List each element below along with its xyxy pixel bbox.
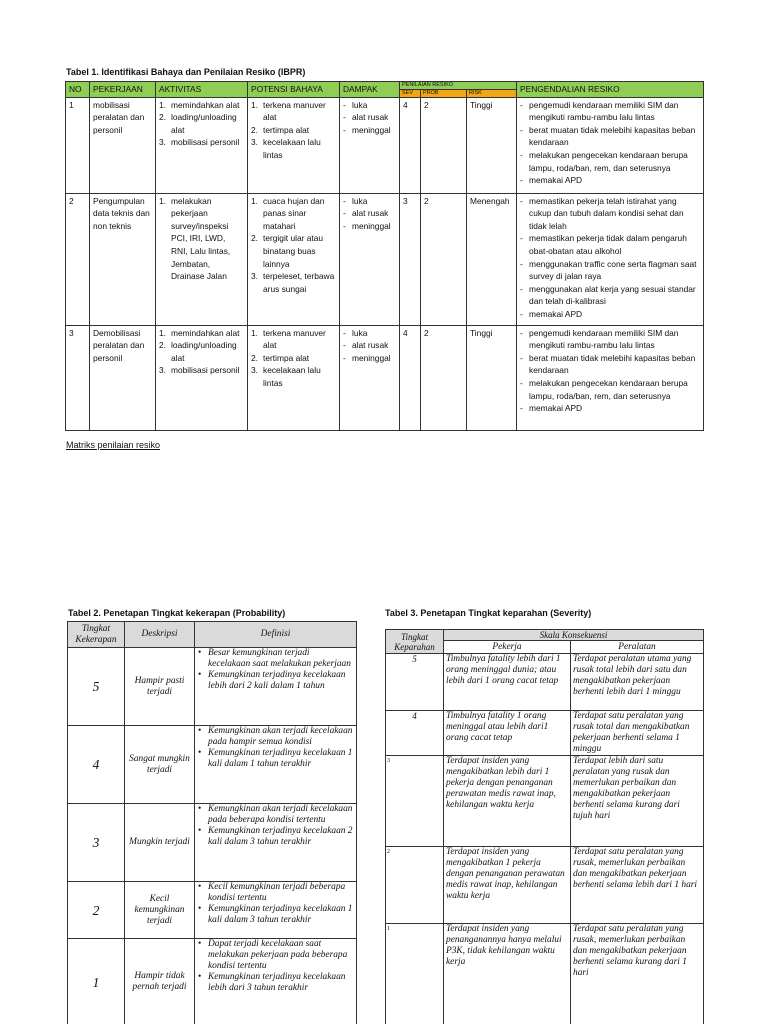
item-text: Dapat terjadi kecelakaan saat melakukan pekerjaan pada beberapa kondisi tertentu	[208, 939, 348, 971]
severity-level: 1	[386, 924, 444, 1024]
row-aktivitas	[156, 325, 248, 430]
severity-table	[385, 629, 704, 1024]
list-item	[197, 648, 354, 670]
list-item	[197, 826, 354, 848]
header-aktivitas: AKTIVITAS	[156, 82, 248, 98]
header-no: NO	[66, 82, 90, 98]
item-text: berat muatan tidak melebihi kapasitas beban kendaraan	[529, 352, 696, 376]
severity-row	[386, 711, 704, 756]
item-number: 3.	[159, 365, 166, 376]
item-text: melakukan pekerjaan survey/inspeksi PCI, IRI, LWD, RNI, Lalu lintas, Jembatan, Drainase Jalan	[171, 195, 231, 282]
dash-marker: -	[520, 99, 523, 110]
dash-marker: -	[520, 195, 523, 206]
item-text: luka	[352, 99, 368, 110]
list-item	[520, 174, 700, 187]
row-pekerjaan: Pengumpulan data teknis dan non teknis	[90, 193, 156, 325]
row-sev: 3	[400, 193, 421, 325]
row-potensi-bahaya-list	[251, 327, 336, 390]
item-text: memakai APD	[529, 175, 583, 186]
severity-level: 5	[386, 654, 444, 711]
list-item	[343, 352, 396, 365]
item-text: mobilisasi personil	[171, 137, 240, 148]
definition-list	[197, 648, 354, 692]
dash-marker: -	[520, 327, 523, 338]
header-risk: RISK	[467, 90, 517, 97]
dash-marker: -	[520, 233, 523, 244]
item-text: mobilisasi personil	[171, 365, 240, 376]
item-text: alat rusak	[352, 208, 389, 219]
list-item	[197, 726, 354, 748]
probability-description: Sangat mungkin terjadi	[125, 726, 195, 804]
list-item	[251, 99, 336, 124]
dash-marker: -	[520, 175, 523, 186]
probability-row	[68, 939, 357, 1024]
dash-marker: -	[520, 258, 523, 269]
list-item	[251, 327, 336, 352]
row-aktivitas-list	[159, 195, 244, 283]
item-text: kecelakaan lalu lintas	[263, 365, 321, 388]
list-item	[251, 352, 336, 365]
item-text: Kemungkinan terjadinya kecelakaan lebih dari 2 kali dalam 1 tahun	[208, 670, 346, 691]
bullet-marker: •	[198, 904, 202, 914]
bullet-marker: •	[198, 804, 202, 814]
bullet-marker: •	[198, 726, 202, 736]
list-item	[520, 352, 700, 377]
header-tingkat-kekerapan: Tingkat Kekerapan	[68, 622, 125, 648]
row-pekerjaan: mobilisasi peralatan dan personil	[90, 97, 156, 193]
table2-caption: Tabel 2. Penetapan Tingkat kekerapan (Probability)	[68, 608, 286, 618]
severity-row	[386, 756, 704, 847]
item-number: 3.	[251, 365, 258, 376]
item-number: 1.	[251, 195, 258, 206]
header-peralatan: Peralatan	[571, 641, 704, 654]
row-dampak	[340, 97, 400, 193]
row-no: 3	[66, 325, 90, 430]
item-number: 3.	[251, 271, 258, 282]
row-aktivitas-list	[159, 99, 244, 149]
bullet-marker: •	[198, 939, 202, 949]
matrix-note: Matriks penilaian resiko	[66, 440, 161, 450]
item-text: menggunakan traffic cone serta flagman saat survey di jalan raya	[529, 258, 697, 282]
list-item	[251, 270, 336, 295]
dash-marker: -	[520, 308, 523, 319]
item-text: tertimpa alat	[263, 124, 310, 135]
header-pengendalian: PENGENDALIAN RESIKO	[517, 82, 704, 98]
severity-peralatan: Terdapat lebih dari satu peralatan yang rusak dan memerlukan perbaikan dan mengakibatkan pekerjaan berhenti selama kurang dari tujuh hari	[571, 756, 704, 847]
definition-list	[197, 882, 354, 926]
severity-pekerja: Timbulnya fatality lebih dari 1 orang meninggal dunia; atau lebih dari 1 orang cacat tetap	[444, 654, 571, 711]
item-text: Kecil kemungkinan terjadi beberapa kondisi tertentu	[208, 882, 346, 903]
dash-marker: -	[520, 403, 523, 414]
row-pengendalian	[517, 193, 704, 325]
list-item	[251, 124, 336, 137]
probability-description: Hampir tidak pernah terjadi	[125, 939, 195, 1024]
item-text: Kemungkinan akan terjadi kecelakaan pada hampir semua kondisi	[208, 726, 353, 747]
dash-marker: -	[343, 112, 346, 123]
item-text: memindahkan alat	[171, 99, 240, 110]
row-aktivitas	[156, 97, 248, 193]
row-risk: Tinggi	[467, 325, 517, 430]
list-item	[520, 232, 700, 257]
row-potensi-bahaya	[248, 325, 340, 430]
bullet-marker: •	[198, 882, 202, 892]
severity-peralatan: Terdapat satu peralatan yang rusak total dan mengakibatkan pekerjaan berhenti selama 1 minggu	[571, 711, 704, 756]
list-item	[520, 149, 700, 174]
probability-definition	[195, 882, 357, 939]
row-risk: Tinggi	[467, 97, 517, 193]
bullet-marker: •	[198, 648, 202, 658]
row-dampak-list	[343, 99, 396, 137]
item-text: Kemungkinan akan terjadi kecelakaan pada beberapa kondisi tertentu	[208, 804, 353, 825]
item-number: 1.	[251, 99, 258, 110]
item-text: meninggal	[352, 124, 391, 135]
row-pengendalian	[517, 325, 704, 430]
list-item	[520, 402, 700, 415]
severity-level: 3	[386, 756, 444, 847]
header-definisi: Definisi	[195, 622, 357, 648]
probability-row	[68, 726, 357, 804]
probability-row	[68, 804, 357, 882]
list-item	[251, 364, 336, 389]
list-item	[520, 258, 700, 283]
list-item	[197, 972, 354, 994]
list-item	[520, 283, 700, 308]
item-text: meninggal	[352, 352, 391, 363]
row-dampak	[340, 193, 400, 325]
item-text: memastikan pekerja telah istirahat yang cukup dan tubuh dalam kondisi sehat dan tidak lelah	[529, 195, 684, 231]
dash-marker: -	[520, 149, 523, 160]
severity-level: 2	[386, 847, 444, 924]
item-text: memastikan pekerja tidak dalam pengaruh obat-obatan atau alkohol	[529, 233, 687, 256]
list-item	[159, 99, 244, 112]
row-dampak	[340, 325, 400, 430]
dash-marker: -	[343, 327, 346, 338]
probability-level: 2	[68, 882, 125, 939]
row-pengendalian	[517, 97, 704, 193]
list-item	[343, 339, 396, 352]
table3-caption: Tabel 3. Penetapan Tingkat keparahan (Severity)	[385, 608, 592, 618]
probability-level: 5	[68, 648, 125, 726]
dash-marker: -	[520, 124, 523, 135]
item-text: memakai APD	[529, 403, 583, 414]
dash-marker: -	[343, 340, 346, 351]
severity-pekerja: Terdapat insiden yang mengakibatkan lebih dari 1 pekerja dengan penanganan perawatan medis rawat inap, kehilangan waktu kerja	[444, 756, 571, 847]
severity-peralatan: Terdapat satu peralatan yang rusak, memerlukan perbaikan dan mengakibatkan pekerjaan berhenti selama lebih dari 1 hari	[571, 847, 704, 924]
item-text: Kemungkinan terjadinya kecelakaan 1 kali dalam 1 tahun terakhir	[208, 748, 353, 769]
dash-marker: -	[343, 124, 346, 135]
ibpr-table	[65, 81, 704, 431]
row-no: 2	[66, 193, 90, 325]
bullet-marker: •	[198, 826, 202, 836]
list-item	[520, 195, 700, 233]
dash-marker: -	[343, 220, 346, 231]
item-text: kecelakaan lalu lintas	[263, 137, 321, 160]
row-prob: 2	[421, 193, 467, 325]
dash-marker: -	[343, 99, 346, 110]
row-dampak-list	[343, 327, 396, 365]
header-prob: PROB	[421, 90, 467, 97]
ibpr-row	[66, 193, 704, 325]
row-dampak-list	[343, 195, 396, 233]
severity-peralatan: Terdapat satu peralatan yang rusak, memerlukan perbaikan dan mengakibatkan pekerjaan berhenti selama kurang dari 1 hari	[571, 924, 704, 1024]
list-item	[197, 904, 354, 926]
header-penilaian-resiko: PENILAIAN RESIKO	[400, 82, 517, 90]
item-text: menggunakan alat kerja yang sesuai standar dan telah di-kalibrasi	[529, 283, 696, 307]
list-item	[343, 124, 396, 137]
item-text: melakukan pengecekan kendaraan berupa lampu, roda/ban, rem, dan seterusnya	[529, 377, 688, 401]
list-item	[197, 670, 354, 692]
item-number: 1.	[159, 327, 166, 338]
row-aktivitas-list	[159, 327, 244, 377]
list-item	[343, 207, 396, 220]
list-item	[343, 327, 396, 340]
probability-table	[67, 621, 357, 1024]
item-text: terkena manuver alat	[263, 327, 326, 351]
list-item	[197, 748, 354, 770]
item-number: 2.	[251, 124, 258, 135]
bullet-marker: •	[198, 748, 202, 758]
probability-level: 4	[68, 726, 125, 804]
definition-list	[197, 726, 354, 770]
probability-level: 3	[68, 804, 125, 882]
item-text: luka	[352, 327, 368, 338]
row-prob: 2	[421, 97, 467, 193]
table1-caption: Tabel 1. Identifikasi Bahaya dan Penilaian Resiko (IBPR)	[66, 67, 306, 77]
item-text: terkena manuver alat	[263, 99, 326, 123]
item-number: 1.	[159, 99, 166, 110]
row-prob: 2	[421, 325, 467, 430]
probability-row	[68, 648, 357, 726]
item-text: loading/unloading alat	[171, 340, 237, 363]
item-number: 2.	[251, 352, 258, 363]
list-item	[343, 99, 396, 112]
item-text: tertimpa alat	[263, 352, 310, 363]
dash-marker: -	[520, 352, 523, 363]
item-text: Besar kemungkinan terjadi kecelakaan saat melakukan pekerjaan	[208, 648, 351, 669]
header-pekerjaan: PEKERJAAN	[90, 82, 156, 98]
list-item	[343, 220, 396, 233]
item-text: melakukan pengecekan kendaraan berupa lampu, roda/ban, rem, dan seterusnya	[529, 149, 688, 173]
list-item	[520, 124, 700, 149]
item-text: Kemungkinan terjadinya kecelakaan lebih dari 3 tahun terakhir	[208, 972, 346, 993]
row-pengendalian-list	[520, 327, 700, 415]
dash-marker: -	[343, 208, 346, 219]
header-potensi-bahaya: POTENSI BAHAYA	[248, 82, 340, 98]
dash-marker: -	[343, 352, 346, 363]
item-number: 1.	[159, 195, 166, 206]
row-no: 1	[66, 97, 90, 193]
list-item	[343, 111, 396, 124]
row-sev: 4	[400, 97, 421, 193]
severity-row	[386, 654, 704, 711]
header-pekerja: Pekerja	[444, 641, 571, 654]
definition-list	[197, 804, 354, 848]
list-item	[251, 232, 336, 270]
dash-marker: -	[520, 283, 523, 294]
item-text: loading/unloading alat	[171, 112, 237, 135]
severity-row	[386, 924, 704, 1024]
item-number: 1.	[251, 327, 258, 338]
probability-description: Hampir pasti terjadi	[125, 648, 195, 726]
severity-peralatan: Terdapat peralatan utama yang rusak total lebih dari satu dan mengakibatkan pekerjaan berhenti lebih dari 1 minggu	[571, 654, 704, 711]
probability-description: Kecil kemungkinan terjadi	[125, 882, 195, 939]
severity-row	[386, 847, 704, 924]
header-deskripsi: Deskripsi	[125, 622, 195, 648]
item-text: tergigit ular atau binatang buas lainnya	[263, 233, 324, 269]
row-pekerjaan: Demobilisasi peralatan dan personil	[90, 325, 156, 430]
definition-list	[197, 939, 354, 994]
list-item	[159, 339, 244, 364]
item-text: terpeleset, terbawa arus sungai	[263, 271, 335, 294]
row-potensi-bahaya	[248, 97, 340, 193]
item-text: luka	[352, 195, 368, 206]
item-text: pengemudi kendaraan memiliki SIM dan mengikuti rambu-rambu lalu lintas	[529, 327, 679, 351]
header-sev: SEV	[400, 90, 421, 97]
item-number: 3.	[159, 137, 166, 148]
row-aktivitas	[156, 193, 248, 325]
ibpr-row	[66, 325, 704, 430]
dash-marker: -	[520, 377, 523, 388]
item-number: 3.	[251, 137, 258, 148]
bullet-marker: •	[198, 972, 202, 982]
probability-row	[68, 882, 357, 939]
list-item	[159, 364, 244, 377]
header-dampak: DAMPAK	[340, 82, 400, 98]
bullet-marker: •	[198, 670, 202, 680]
probability-description: Mungkin terjadi	[125, 804, 195, 882]
item-text: alat rusak	[352, 112, 389, 123]
list-item	[520, 99, 700, 124]
list-item	[159, 111, 244, 136]
row-potensi-bahaya	[248, 193, 340, 325]
item-text: memakai APD	[529, 308, 583, 319]
item-text: Kemungkinan terjadinya kecelakaan 1 kali dalam 3 tahun terakhir	[208, 904, 353, 925]
dash-marker: -	[343, 195, 346, 206]
probability-definition	[195, 648, 357, 726]
probability-definition	[195, 939, 357, 1024]
row-pengendalian-list	[520, 99, 700, 187]
item-text: pengemudi kendaraan memiliki SIM dan mengikuti rambu-rambu lalu lintas	[529, 99, 679, 123]
row-sev: 4	[400, 325, 421, 430]
item-number: 2.	[159, 112, 166, 123]
item-text: meninggal	[352, 220, 391, 231]
severity-pekerja: Terdapat insiden yang mengakibatkan 1 pekerja dengan penanganan perawatan medis rawat inap, kehilangan waktu kerja	[444, 847, 571, 924]
row-potensi-bahaya-list	[251, 99, 336, 162]
ibpr-row	[66, 97, 704, 193]
list-item	[159, 327, 244, 340]
list-item	[520, 327, 700, 352]
list-item	[251, 195, 336, 233]
item-number: 2.	[159, 340, 166, 351]
list-item	[197, 804, 354, 826]
item-text: cuaca hujan dan panas sinar matahari	[263, 195, 325, 231]
probability-definition	[195, 804, 357, 882]
list-item	[520, 377, 700, 402]
list-item	[159, 195, 244, 283]
header-skala-konsekuensi: Skala Konsekuensi	[444, 630, 704, 641]
list-item	[520, 308, 700, 321]
header-tingkat-keparahan: Tingkat Keparahan	[386, 630, 444, 654]
severity-pekerja: Timbulnya fatality 1 orang meninggal atau lebih dari1 orang cacat tetap	[444, 711, 571, 756]
list-item	[197, 939, 354, 972]
row-potensi-bahaya-list	[251, 195, 336, 296]
list-item	[343, 195, 396, 208]
probability-level: 1	[68, 939, 125, 1024]
probability-definition	[195, 726, 357, 804]
list-item	[197, 882, 354, 904]
list-item	[159, 136, 244, 149]
row-pengendalian-list	[520, 195, 700, 321]
item-text: berat muatan tidak melebihi kapasitas beban kendaraan	[529, 124, 696, 148]
item-text: Kemungkinan terjadinya kecelakaan 2 kali dalam 3 tahun terakhir	[208, 826, 353, 847]
item-text: alat rusak	[352, 340, 389, 351]
item-number: 2.	[251, 233, 258, 244]
row-risk: Menengah	[467, 193, 517, 325]
list-item	[251, 136, 336, 161]
item-text: memindahkan alat	[171, 327, 240, 338]
severity-level: 4	[386, 711, 444, 756]
severity-pekerja: Terdapat insiden yang penanganannya hanya melalui P3K, tidak kehilangan waktu kerja	[444, 924, 571, 1024]
